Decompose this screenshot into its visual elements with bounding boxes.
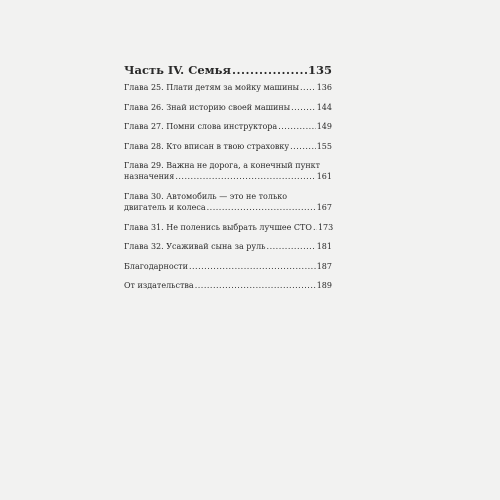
entry-title: Глава 30. Автомобиль — это не только [124,191,288,201]
leader-dots [290,141,316,152]
toc-entry-chapter-29 [124,160,332,182]
entry-title: Глава 32. Усаживай сына за руль [124,242,266,252]
entry-title: Благодарности [124,261,188,271]
toc-entry-chapter-31 [124,222,332,233]
toc-entry-publisher-note [124,280,332,291]
leader-dots [267,241,316,252]
leader-dots [300,82,316,93]
entry-page-number: 149 [316,122,332,132]
leader-dots [195,280,316,291]
part-page-number: 135 [307,63,332,77]
entry-page-number: 144 [316,102,332,112]
part-heading [124,63,332,77]
entry-title: От издательства [124,281,194,291]
entry-title: Глава 27. Помни слова инструктора [124,122,278,132]
toc-entry-chapter-25 [124,82,332,93]
entry-page-number: 161 [316,172,332,182]
entry-title: Глава 28. Кто вписан в твою страховку [124,141,290,151]
entry-page-number: 155 [316,141,332,151]
entry-page-number: 187 [316,261,332,271]
entry-page-number: 167 [316,202,332,212]
part-title: Часть IV. Семья [124,63,231,77]
leader-dots [291,102,316,113]
toc-entry-acknowledgements [124,261,332,272]
entry-title: Глава 29. Важна не дорога, а конечный пункт [124,161,321,171]
toc-entry-chapter-32 [124,241,332,252]
toc-entry-chapter-30 [124,191,332,213]
leader-dots [313,222,317,233]
entry-title: Глава 26. Знай историю своей машины [124,102,291,112]
entry-title-continued: назначения [124,172,175,182]
entry-page-number: 181 [316,242,332,252]
leader-dots [175,171,315,182]
leader-dots [189,261,316,272]
toc-entry-chapter-28 [124,141,332,152]
toc-entry-chapter-27 [124,121,332,132]
entry-page-number: 173 [317,222,334,232]
entry-title-continued: двигатель и колеса [124,202,206,212]
toc-entry-chapter-26 [124,102,332,113]
entry-title: Глава 25. Плати детям за мойку машины [124,83,300,92]
leader-dots [232,63,307,77]
entry-page-number: 136 [316,83,332,92]
entry-page-number: 189 [316,281,332,291]
leader-dots [207,202,316,213]
entry-title: Глава 31. Не поленись выбрать лучшее СТО [124,222,312,232]
table-of-contents [124,63,332,300]
leader-dots [278,121,316,132]
